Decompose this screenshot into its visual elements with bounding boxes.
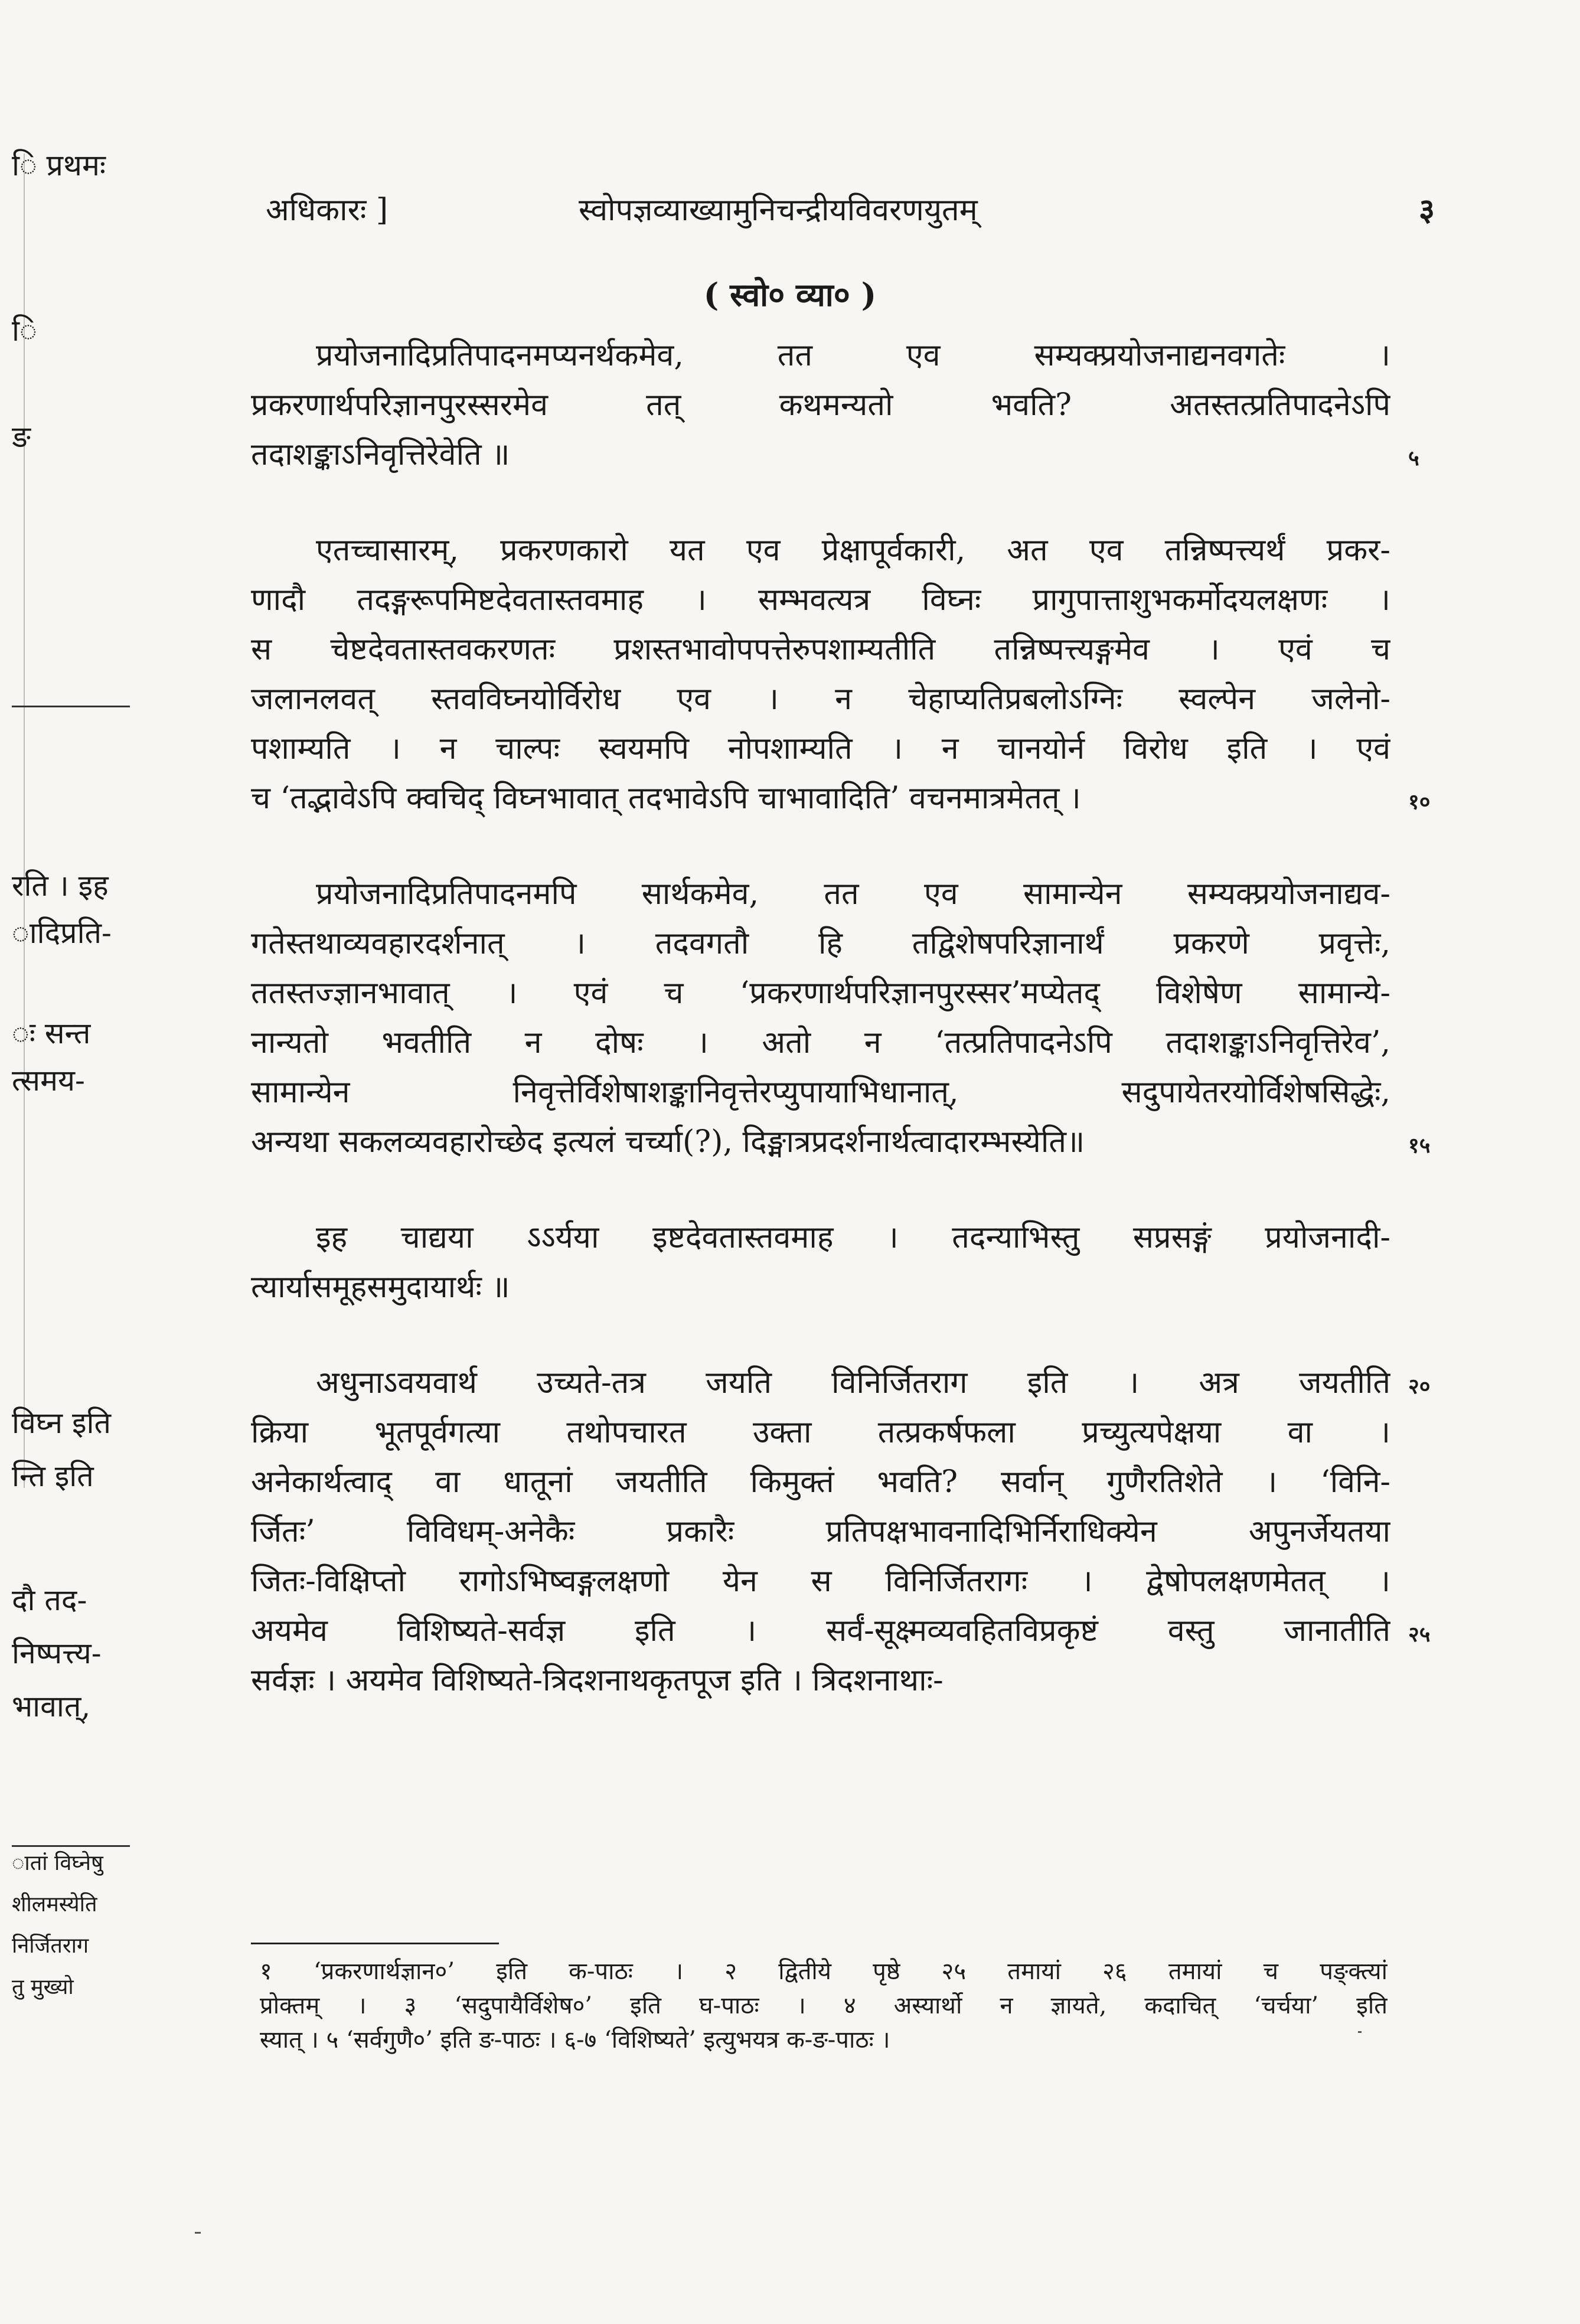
margin-text-line: दौ तद-: [12, 1583, 87, 1617]
margin-rule-footnote: [12, 1845, 130, 1847]
text-line: गतेस्तथाव्यवहारदर्शनात् । तदवगतौ हि तद्विशेषपरिज्ञानार्थं प्रकरणे प्रवृत्तेः,: [251, 926, 1390, 961]
scan-speck: [195, 2232, 201, 2234]
text-line: प्रयोजनादिप्रतिपादनमपि सार्थकमेव, तत एव सामान्येन सम्यक्प्रयोजनाद्यव-: [316, 876, 1390, 912]
text-line: त्यार्यासमूहसमुदायार्थः ॥: [251, 1269, 510, 1305]
paragraph: [251, 1358, 1390, 1705]
text-line: स चेष्टदेवतास्तवकरणतः प्रशस्तभावोपपत्तेरुपशाम्यतीति तन्निष्पत्त्यङ्गमेव । एवं च: [251, 632, 1390, 667]
margin-footnote-line: तु मुख्यो: [12, 1975, 74, 1999]
margin-text-line: निष्पत्त्य-: [12, 1636, 102, 1670]
text-line: अनेकार्थत्वाद् वा धातूनां जयतीति किमुक्तं भवति? सर्वान् गुणैरतिशेते । ‘विनि-: [251, 1464, 1390, 1500]
paragraph: [251, 331, 1390, 479]
text-line: सर्वज्ञः । अयमेव विशिष्यते-त्रिदशनाथकृतपूज इति । त्रिदशनाथाः-: [251, 1663, 944, 1698]
margin-text-line: न्ति इति: [12, 1459, 94, 1493]
margin-footnote-line: शीलमस्येति: [12, 1892, 97, 1917]
header-title: स्वोपज्ञव्याख्यामुनिचन्द्रीयविवरणयुतम्: [579, 192, 978, 228]
paragraph: [251, 1213, 1390, 1312]
section-title: ( स्वो० व्या० ): [703, 276, 877, 314]
line-number-marker: १०: [1408, 789, 1431, 814]
margin-footnote-line: निर्जितराग: [12, 1934, 89, 1958]
footnotes: [260, 1954, 1388, 2057]
margin-text-line: विघ्न इति: [12, 1406, 111, 1440]
page-number: ३: [1418, 192, 1435, 228]
scan-speck: [1358, 2031, 1362, 2033]
text-line: प्रकरणार्थपरिज्ञानपुरस्सरमेव तत् कथमन्यतो भवति? अतस्तत्प्रतिपादनेऽपि: [251, 387, 1390, 423]
text-line: अन्यथा सकलव्यवहारोच्छेद इत्यलं चर्च्या(?), दिङ्मात्रप्रदर्शनार्थत्वादारम्भस्येति॥: [251, 1124, 1085, 1160]
line-number-marker: २०: [1408, 1374, 1431, 1399]
footnote-line: १ ‘प्रकरणार्थज्ञान०’ इति क-पाठः । २ द्वितीये पृष्ठे २५ तमायां २६ तमायां च पङ्क्त्यां: [260, 1958, 1388, 1985]
text-line: अयमेव विशिष्यते-सर्वज्ञ इति । सर्वं-सूक्ष्मव्यवहितविप्रकृष्टं वस्तु जानातीति: [251, 1613, 1390, 1649]
text-line: नान्यतो भवतीति न दोषः । अतो न ‘तत्प्रतिपादनेऽपि तदाशङ्काऽनिवृत्तिरेव’,: [251, 1025, 1390, 1060]
margin-footnote-line: ातां विघ्नेषु: [12, 1851, 103, 1875]
line-number-marker: १५: [1408, 1133, 1431, 1158]
text-line: इह चाद्यया ऽऽर्यया इष्टदेवतास्तवमाह । तदन्याभिस्तु सप्रसङ्गं प्रयोजनादी-: [316, 1220, 1390, 1255]
text-line: प्रयोजनादिप्रतिपादनमप्यनर्थकमेव, तत एव सम्यक्प्रयोजनाद्यनवगतेः ।: [316, 338, 1390, 373]
margin-text-line: ः सन्त: [12, 1016, 91, 1050]
main-text: [251, 331, 1390, 1751]
text-line: क्रिया भूतपूर्वगत्या तथोपचारत उक्ता तत्प्रकर्षफला प्रच्युत्यपेक्षया वा ।: [251, 1415, 1390, 1450]
text-line: णादौ तदङ्गरूपमिष्टदेवतास्तवमाह । सम्भवत्यत्र विघ्नः प्रागुपात्ताशुभकर्मोदयलक्षणः ।: [251, 582, 1390, 618]
line-number-marker: ५: [1408, 446, 1419, 471]
header-chapter: अधिकारः ]: [266, 192, 389, 228]
margin-text-line: ि प्रथमः: [12, 148, 106, 182]
footnote-line: प्रोक्तम् । ३ ‘सदुपायैर्विशेष०’ इति घ-पाठः । ४ अस्यार्थो न ज्ञायते, कदाचित् ‘चर्चया’ इति: [260, 1992, 1388, 2019]
margin-text-line: ि: [12, 314, 37, 348]
text-line: सामान्येन निवृत्तेर्विशेषाशङ्कानिवृत्तेरप्युपायाभिधानात्, सदुपायेतरयोर्विशेषसिद्धेः,: [251, 1075, 1390, 1110]
margin-text-line: त्समय-: [12, 1063, 85, 1098]
text-line: पशाम्यति । न चाल्पः स्वयमपि नोपशाम्यति । न चानयोर्न विरोध इति । एवं: [251, 731, 1390, 766]
line-number-marker: २५: [1408, 1622, 1431, 1647]
text-line: एतच्चासारम्, प्रकरणकारो यत एव प्रेक्षापूर्वकारी, अत एव तन्निष्पत्त्यर्थं प्रकर-: [316, 533, 1390, 568]
text-line: च ‘तद्भावेऽपि क्वचिद् विघ्नभावात् तदभावेऽपि चाभावादिति’ वचनमात्रमेतत् ।: [251, 781, 1081, 816]
text-line: जितः-विक्षिप्तो रागोऽभिष्वङ्गलक्षणो येन स विनिर्जितरागः । द्वेषोपलक्षणमेतत् ।: [251, 1564, 1390, 1599]
running-header: [266, 188, 1435, 241]
paragraph: [251, 525, 1390, 823]
margin-text-line: ादिप्रति-: [12, 916, 112, 950]
margin-text-line: ङ: [12, 420, 31, 454]
footnote-rule: [251, 1943, 499, 1944]
margin-text-line: भावात्,: [12, 1689, 91, 1724]
margin-rule: [12, 706, 130, 707]
text-line: ततस्तज्ज्ञानभावात् । एवं च ‘प्रकरणार्थपरिज्ञानपुरस्सर’मप्येतद् विशेषेण सामान्ये-: [251, 975, 1390, 1011]
footnote-line: स्यात् । ५ ‘सर्वगुणै०’ इति ङ-पाठः । ६-७ ‘विशिष्यते’ इत्युभयत्र क-ङ-पाठः ।: [260, 2026, 890, 2054]
margin-text-line: रति । इह: [12, 869, 109, 903]
text-line: अधुनाऽवयवार्थ उच्यते-तत्र जयति विनिर्जितराग इति । अत्र जयतीति: [316, 1365, 1390, 1401]
text-line: जलानलवत् स्तवविघ्नयोर्विरोध एव । न चेहाप्यतिप्रबलोऽग्निः स्वल्पेन जलेनो-: [251, 681, 1390, 717]
text-line: तदाशङ्काऽनिवृत्तिरेवेति ॥: [251, 437, 510, 472]
text-line: र्जितः’ विविधम्-अनेकैः प्रकारैः प्रतिपक्षभावनादिभिर्निराधिक्येन अपुनर्जेयतया: [251, 1514, 1390, 1549]
margin-fold-line: [24, 154, 25, 1488]
paragraph: [251, 869, 1390, 1167]
